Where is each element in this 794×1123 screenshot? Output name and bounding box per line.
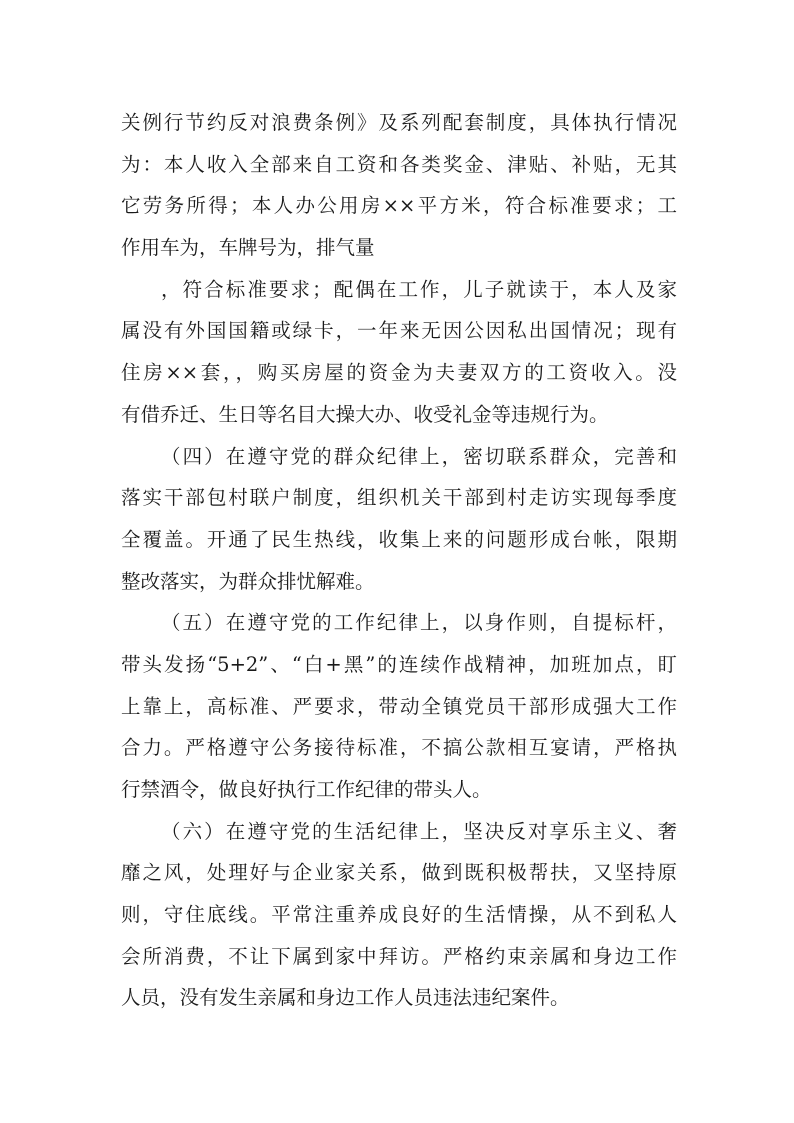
text-line: 属没有外国国籍或绿卡，一年来无因公因私出国情况；现有 — [121, 319, 677, 343]
text-line: 落实干部包村联户制度，组织机关干部到村走访实现每季度 — [121, 486, 677, 510]
text-line: 关例行节约反对浪费条例》及系列配套制度，具体执行情况 — [121, 111, 677, 134]
text-line: 上靠上，高标准、严要求，带动全镇党员干部形成强大工作 — [121, 694, 677, 718]
text-line: 作用车为，车牌号为，排气量 — [121, 236, 375, 260]
text-line: 则，守住底线。平常注重养成良好的生活情操，从不到私人 — [121, 903, 677, 927]
text-line: 靡之风，处理好与企业家关系，做到既积极帮扶，又坚持原 — [121, 861, 677, 885]
text-line: 全覆盖。开通了民生热线，收集上来的问题形成台帐，限期 — [121, 527, 677, 551]
text-line: 会所消费，不让下属到家中拜访。严格约束亲属和身边工作 — [121, 944, 677, 968]
text-line: （五）在遵守党的工作纪律上，以身作则，自提标杆， — [161, 611, 677, 635]
document-body — [121, 102, 677, 1019]
text-line: 带头发扬“5+2”、“白+黑”的连续作战精神，加班加点，盯 — [121, 652, 677, 676]
text-line: （四）在遵守党的群众纪律上，密切联系群众，完善和 — [161, 444, 677, 468]
text-line: （六）在遵守党的生活纪律上，坚决反对享乐主义、奢 — [161, 819, 677, 843]
text-line: 有借乔迁、生日等名目大操大办、收受礼金等违规行为。 — [121, 402, 609, 426]
text-line: 人员，没有发生亲属和身边工作人员违法违纪案件。 — [121, 986, 570, 1010]
text-line: 为：本人收入全部来自工资和各类奖金、津贴、补贴，无其 — [121, 152, 677, 176]
text-line: 整改落实，为群众排忧解难。 — [121, 569, 375, 593]
text-line: 行禁酒令，做良好执行工作纪律的带头人。 — [121, 778, 492, 801]
text-line: 它劳务所得；本人办公用房××平方米，符合标准要求；工 — [121, 194, 677, 218]
text-line: 合力。严格遵守公务接待标准，不搞公款相互宴请，严格执 — [121, 736, 677, 760]
text-line: ，符合标准要求；配偶在工作，儿子就读于，本人及家 — [161, 277, 677, 301]
text-line: 住房××套，，购买房屋的资金为夫妻双方的工资收入。没 — [121, 361, 677, 385]
